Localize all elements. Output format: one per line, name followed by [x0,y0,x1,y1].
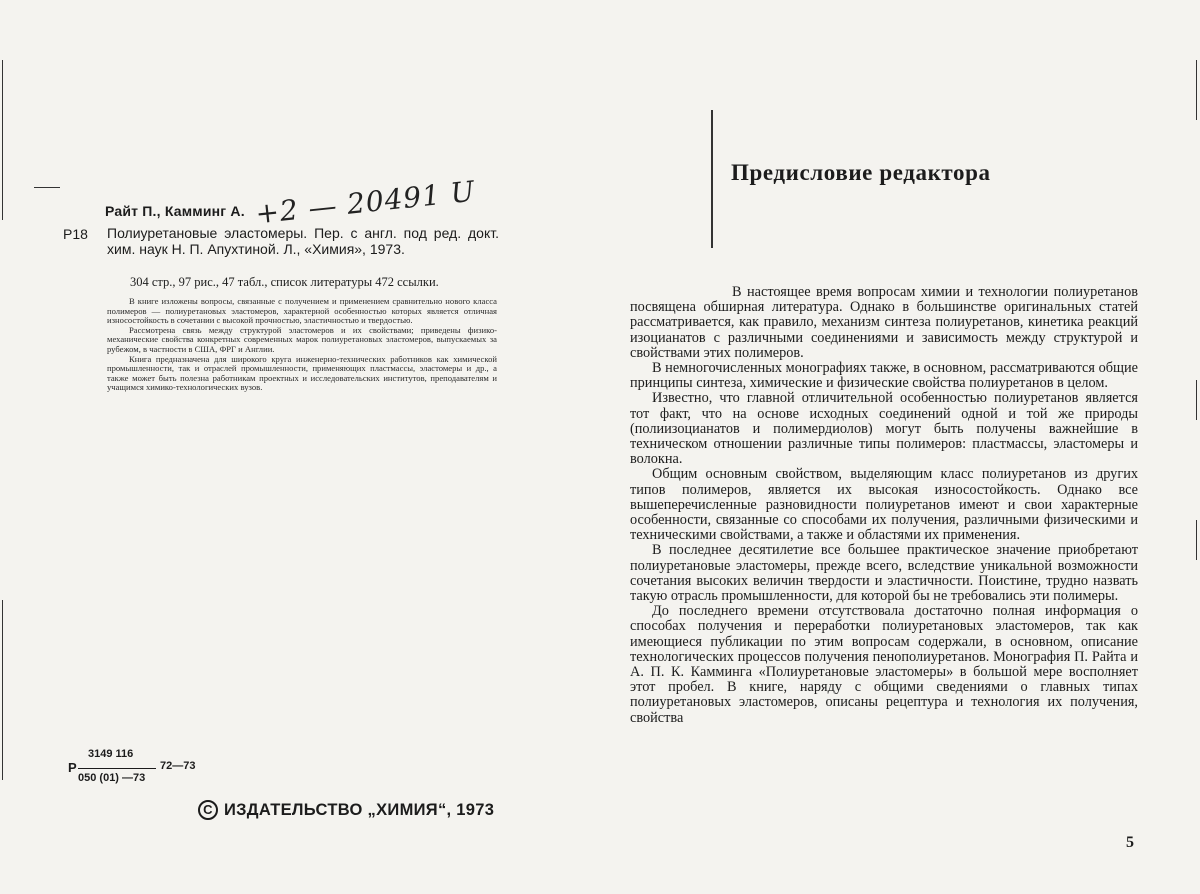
index-denominator: 050 (01) —73 [78,772,146,784]
scan-mark [34,187,60,188]
scan-mark [1196,60,1197,120]
page-title: Предисловие редактора [731,160,991,185]
body-paragraph: В последнее десятилетие все большее практическое значение приобретают полиуретановые эластомеры, прежде всего, вследствие уникальной возможности сочетания высоких величин твердости и эластичности. Поистине, трудно назвать такую отрасль промышленности, для которой бы не требовались эти полимеры. [630,542,1138,605]
publication-index-code [68,748,268,788]
body-paragraph: Общим основным свойством, выделяющим класс полиуретанов из других типов полимеров, является их высокая износостойкость. Однако все вышеперечисленные разновидности полиуретанов имеют и свои характерные особенности, связанные со способами их получения, различными физическими и техническими свойствами, а также и областями их применения. [630,466,1138,544]
scan-mark [1196,520,1197,560]
scan-mark [2,600,3,780]
body-paragraph: В немногочисленных монографиях также, в основном, рассматриваются общие принципы синтеза, химические и физические свойства полиуретанов в целом. [630,360,1138,392]
classification-code: Р18 [63,226,88,242]
body-paragraph: До последнего времени отсутствовала достаточно полная информация о способах получения и переработки полиуретановых эластомеров, так как имеющиеся публикации по этим вопросам содержали, в основном, описание технологических процессов получения пенополиуретанов. Монография П. Райта и А. П. К. Камминга «Полиуретановые эластомеры» в большой мере восполняет этот пробел. В книге, наряду с общими сведениями о главных типах полиуретановых эластомеров, описаны рецептура и технология их получения, свойства [630,603,1138,726]
title-rule [711,110,713,248]
book-annotation [107,297,497,393]
publisher-imprint [198,800,494,820]
index-letter: Р [68,760,77,775]
body-paragraph: Известно, что главной отличительной особенностью полиуретанов является тот факт, что на основе исходных соединений одной и той же природы (полиизоцианатов и полимердиолов) могут быть получены важнейшие в техническом отношении различные типы полимеров: пластмассы, эластомеры и волокна. [630,390,1138,468]
scan-mark [1196,380,1197,420]
bibliographic-entry: Полиуретановые эластомеры. Пер. с англ. под ред. докт. хим. наук Н. П. Апухтиной. Л., «Химия», 1973. [107,225,499,257]
handwritten-note: +2 — 20491 U [253,174,477,231]
publisher-text: ИЗДАТЕЛЬСТВО „ХИМИЯ“, 1973 [224,800,495,819]
fraction-line [78,768,156,769]
annotation-paragraph: В книге изложены вопросы, связанные с получением и применением сравнительно нового класса полимеров — полиуретановых эластомеров, характерной особенностью которых является отличная износостойкость в сочетании с высокой прочностью, эластичностью и твердостью. [107,296,497,326]
right-page [600,0,1200,894]
book-authors: Райт П., Камминг А. [105,203,245,219]
preface-body [630,285,1138,726]
annotation-paragraph: Рассмотрена связь между структурой эластомеров и их свойствами; приведены физико-механические свойства конкретных современных марок полиуретановых эластомеров, выпускаемых за рубежом, в частности в США, ФРГ и Англии. [107,324,497,354]
index-numerator: 3149 116 [88,748,134,760]
page-number: 5 [1126,834,1134,851]
copyright-icon: C [198,800,218,820]
annotation-paragraph: Книга предназначена для широкого круга инженерно-технических работников как химической промышленности, так и отраслей промышленности, применяющих пластмассы, эластомеры и др., а также может быть полезна работникам проектных и исследовательских институтов, преподавателям и учащимся химико-технологических вузов. [107,353,497,393]
index-suffix: 72—73 [160,760,196,772]
page-count-info: 304 стр., 97 рис., 47 табл., список литературы 472 ссылки. [130,275,439,289]
scan-mark [2,60,3,220]
body-paragraph: В настоящее время вопросам химии и технологии полиуретанов посвящена обширная литература. Однако в большинстве оригинальных статей рассматривается, как правило, механизм синтеза полиуретанов, кинетика реакций изоцианатов с различными соединениями и зависимость между структурой и свойствами этих полимеров. [630,284,1138,361]
